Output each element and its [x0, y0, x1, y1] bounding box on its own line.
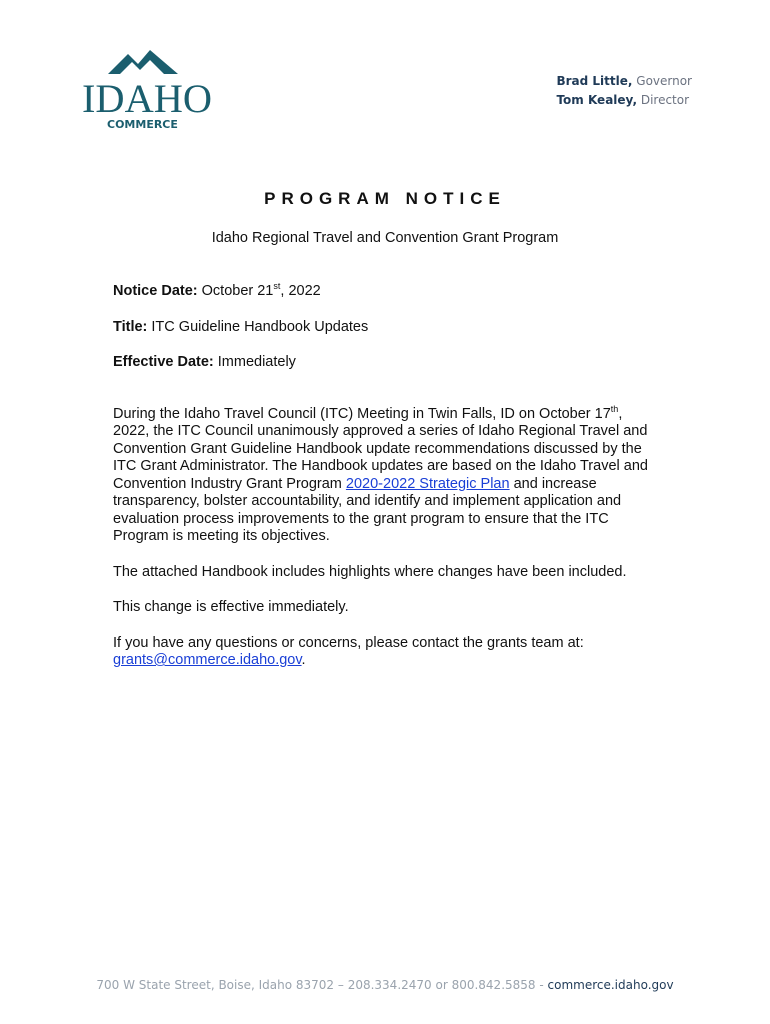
title-label: Title: [113, 318, 148, 335]
body-paragraph-1: During the Idaho Travel Council (ITC) Meeting in Twin Falls, ID on October 17th, 2022, the ITC Council unanimously approved a series of Idaho Regional Travel and Convention Grant Guideline Handbook update recommendations discussed by the ITC Grant Administrator. The Handbook updates are based on the Idaho Travel and Convention Industry Grant Program 2020-2022 Strategic Plan and increase transparency, bolster accountability, and identify and implement application and evaluation process improvements to the grant program to ensure that the ITC Program is meeting its objectives. [113, 403, 648, 544]
notice-date-label: Notice Date: [113, 283, 198, 299]
footer [0, 978, 770, 992]
body-paragraph-4: If you have any questions or concerns, please contact the grants team at: grants@commerce.idaho.gov. [113, 634, 584, 668]
idaho-commerce-logo [80, 44, 216, 134]
logo-wordmark: IDAHO [82, 76, 212, 121]
notice-title: PROGRAM NOTICE [264, 189, 506, 208]
footer-address: 700 W State Street, Boise, Idaho 83702 – 208.334.2470 or 800.842.5858 - [96, 978, 548, 992]
effective-date-label: Effective Date: [113, 354, 214, 370]
strategic-plan-link[interactable]: 2020-2022 Strategic Plan [345, 475, 510, 492]
logo-subtext: COMMERCE [107, 118, 178, 131]
title-value: ITC Guideline Handbook Updates [151, 318, 369, 335]
officials-block [556, 72, 692, 110]
official-name: Tom Kealey, [556, 93, 637, 107]
notice-date-field [113, 283, 658, 301]
body-paragraph-3: This change is effective immediately. [113, 599, 349, 615]
effective-date-value: Immediately [217, 354, 296, 370]
effective-date-field [113, 354, 658, 372]
mountain-icon [108, 50, 178, 74]
official-name: Brad Little, [556, 74, 633, 88]
footer-website[interactable]: commerce.idaho.gov [547, 978, 674, 992]
notice-content [113, 283, 658, 688]
official-role: Governor [636, 74, 692, 88]
official-governor [556, 72, 692, 91]
notice-date-value: October 21st, 2022 [201, 281, 321, 299]
program-name: Idaho Regional Travel and Convention Grant Program [211, 230, 559, 246]
official-role: Director [640, 93, 690, 107]
title-field [113, 319, 658, 337]
grants-email-link[interactable]: grants@commerce.idaho.gov [113, 652, 302, 668]
body-paragraph-2: The attached Handbook includes highlights where changes have been included. [113, 563, 627, 580]
official-director [556, 91, 692, 110]
